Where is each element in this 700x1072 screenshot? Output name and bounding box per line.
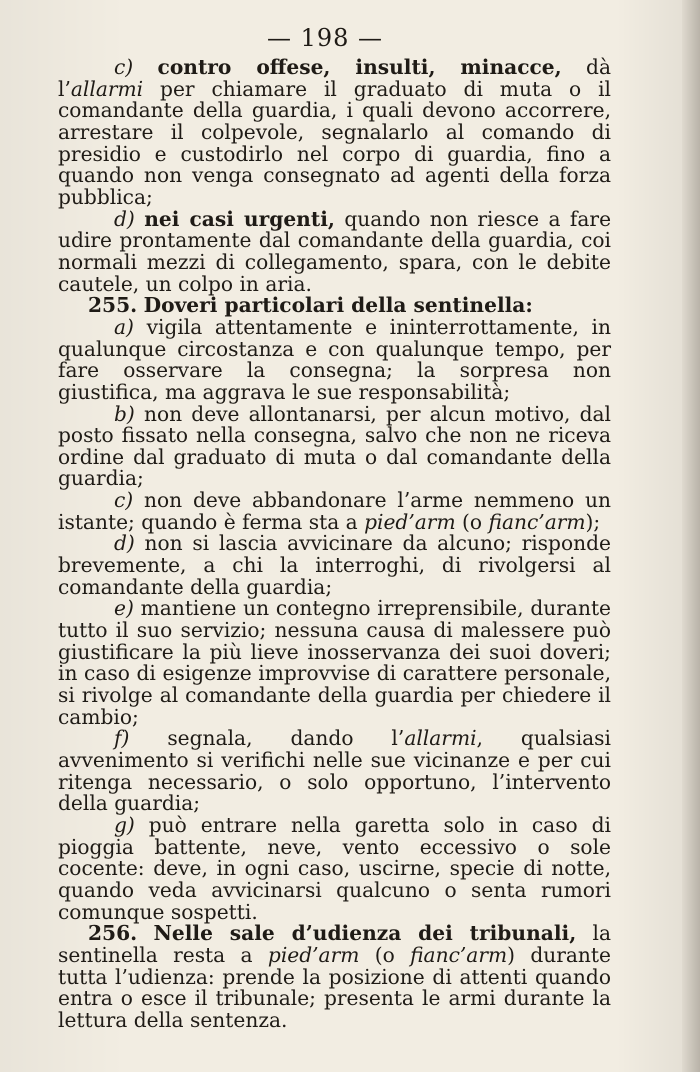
item-letter-c-intro: c) [114, 55, 134, 79]
item-text-c-1: non deve abbandonare l’arme nemmeno un istante; quando è ferma sta a [58, 488, 611, 534]
item-text-f-1: segnala, dando l’ [167, 726, 405, 751]
item-text-b: non deve allontanarsi, per alcun motivo, dal posto fissato nella consegna, salvo che non ne riceva ordine dal graduato di muta o dal comandante della guardia; [58, 401, 611, 491]
bold-phrase-d-intro: nei casi urgenti, [144, 206, 335, 231]
text-c-intro-2: per chiamare il graduato di muta o il comandante della guardia, i quali devono accorrere, arrestare il colpevole, segnalarlo al comando di presidio e custodirlo nel corpo di guardia, fino a quando non venga consegnato ad agenti della forza pubblica; [58, 76, 611, 209]
text-d-intro: quando non riesce a fare udire prontamente dal comandante della guardia, coi normali mezzi di collegamento, spara, con le debite cautele, un colpo in aria. [58, 206, 612, 296]
item-letter-g: g) [114, 812, 135, 837]
article-256-italic-2: fianc’arm [410, 942, 508, 967]
article-256-number: 256. [88, 921, 138, 946]
item-text-e: mantiene un contegno irreprensibile, durante tutto il suo servizio; nessuna causa di malessere può giustificare la più lieve inosservanza dei suoi doveri; in caso di esigenze improvvise di carattere personale, si rivolge al comandante della guardia per chiedere il cambio; [58, 596, 612, 729]
paragraph-d-intro [58, 206, 612, 296]
article-255-item-g [58, 812, 611, 924]
article-256-paragraph [58, 923, 611, 1031]
item-text-c-3: ); [585, 509, 601, 534]
item-letter-d-intro: d) [114, 206, 135, 231]
item-letter-d: d) [114, 531, 135, 556]
page-edge-shadow [682, 0, 700, 1072]
italic-c-intro: allarmi [70, 76, 144, 101]
page-number: — 198 — [266, 24, 384, 52]
article-255-item-c [58, 490, 611, 533]
item-letter-c: c) [114, 488, 134, 513]
article-255-item-d [58, 533, 611, 598]
item-letter-a: a) [114, 314, 134, 339]
item-text-d: non si lascia avvicinare da alcuno; risponde brevemente, a chi la interroghi, di rivolgersi al comandante della guardia; [58, 531, 611, 599]
item-italic-f: allarmi [404, 726, 477, 751]
item-text-f-2: , qualsiasi avvenimento si verifichi nelle sue vicinanze e per cui ritenga necessario, o solo opportuno, l’intervento della guardia; [58, 726, 612, 816]
text-c-intro-1: dà l’ [58, 55, 611, 101]
paragraph-c-intro [58, 57, 611, 209]
item-italic-c-1: pied’arm [364, 509, 456, 534]
article-256-text-1: la sentinella resta a [58, 921, 611, 967]
item-text-a: vigila attentamente e ininterrottamente, in qualunque circostanza e con qualunque tempo, per fare osservare la consegna; la sorpresa non giustifica, ma aggrava le sue responsabilità; [58, 314, 611, 404]
article-256-title: Nelle sale d’udienza dei tribunali, [153, 921, 577, 946]
item-letter-f: f) [114, 726, 130, 751]
article-255-item-f [58, 728, 611, 815]
page-content [58, 57, 611, 1032]
article-256-text-2: (o [359, 942, 411, 967]
bold-phrase-c-intro: contro offese, insulti, minacce, [157, 55, 562, 79]
article-255-item-a [58, 314, 611, 404]
article-255-item-e [58, 598, 611, 728]
item-text-g: può entrare nella garetta solo in caso di pioggia battente, neve, vento eccessivo o sole cocente: deve, in ogni caso, uscirne, specie di notte, quando veda avvicinarsi qualcuno o senta rumori comunque sospetti. [58, 812, 611, 924]
item-text-c-2: (o [455, 509, 489, 534]
article-255-heading [58, 295, 611, 317]
item-letter-e: e) [114, 596, 134, 621]
item-letter-b: b) [114, 401, 135, 426]
article-255-title: Doveri particolari della sentinella: [143, 293, 533, 318]
article-256-text-3: ) durante tutta l’udienza: prende la posizione di attenti quando entra o esce il tribunale; presenta le armi durante la lettura della sentenza. [58, 942, 611, 1032]
item-italic-c-2: fianc’arm [488, 509, 586, 534]
article-255-number: 255. [88, 293, 138, 318]
article-255-item-b [58, 401, 611, 491]
article-256-italic-1: pied’arm [267, 942, 360, 967]
